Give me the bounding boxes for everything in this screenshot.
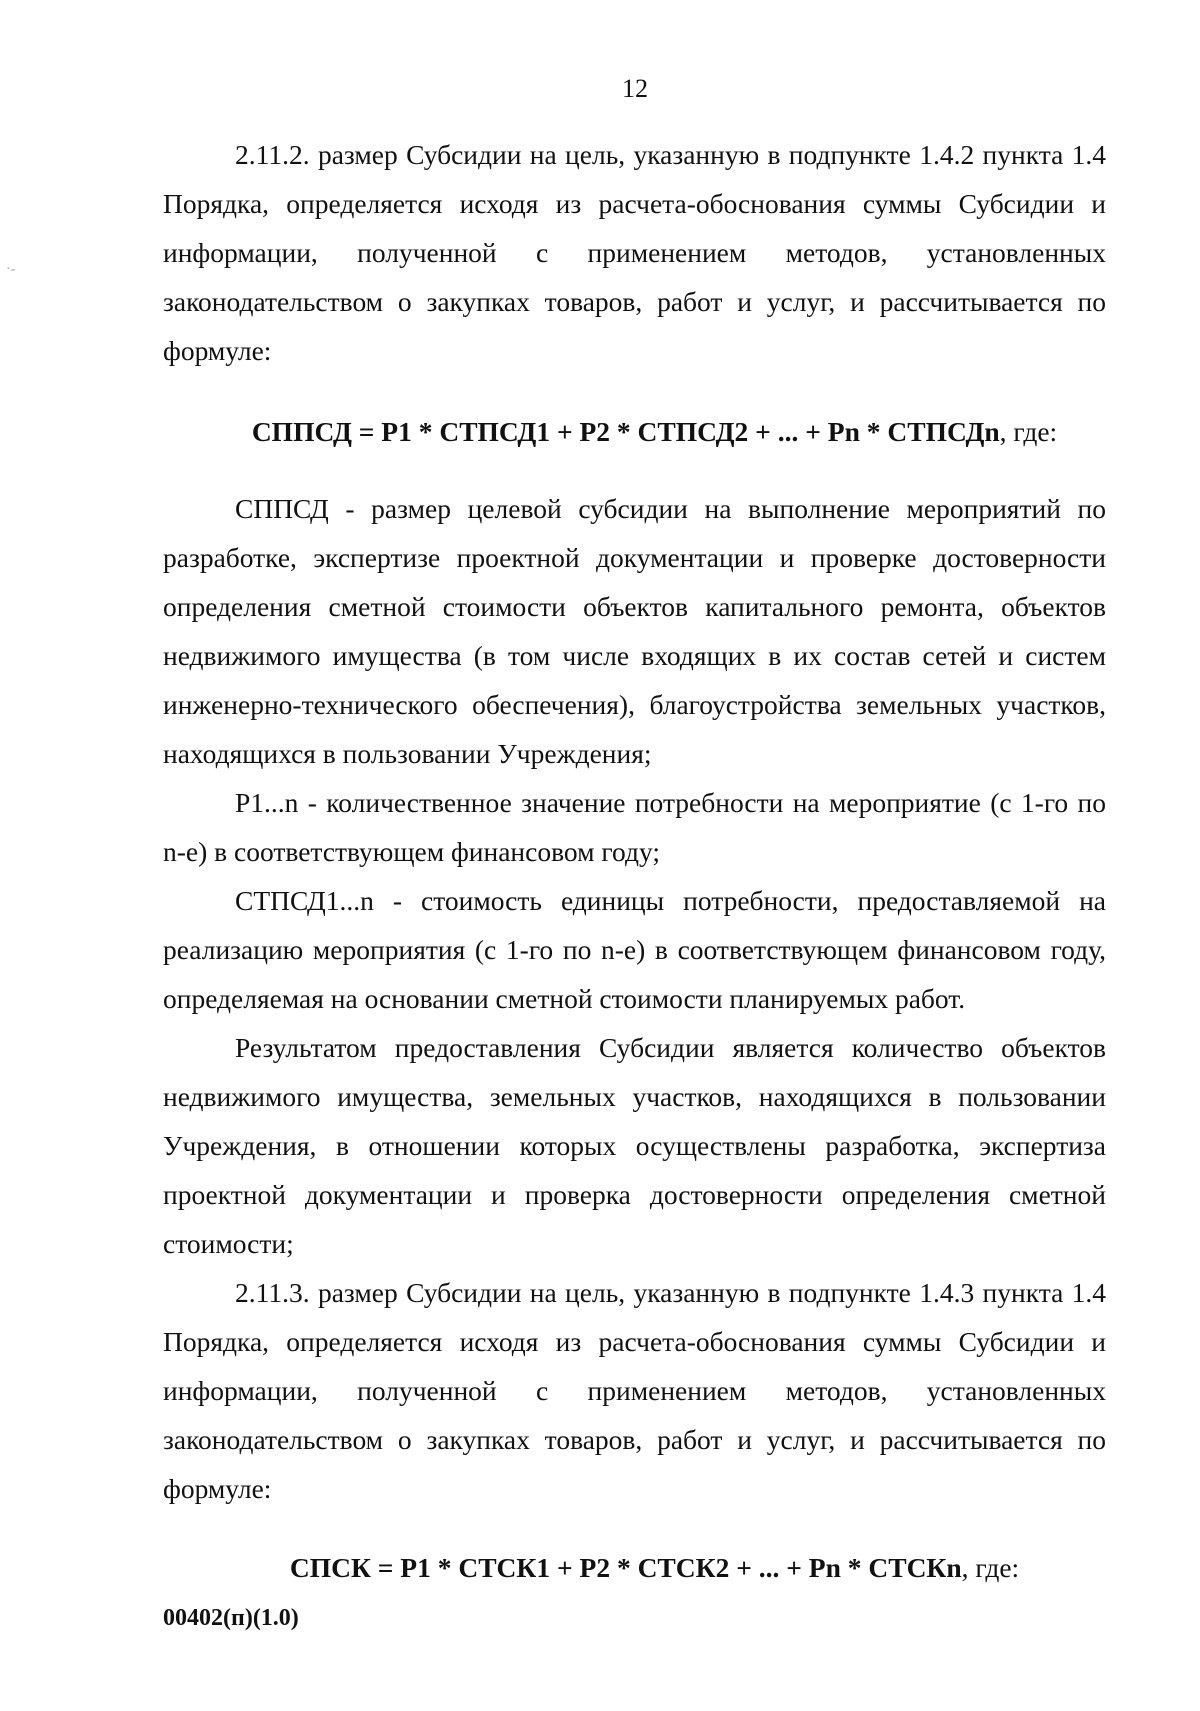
definition-stpsd: СТПСД1...n - стоимость единицы потребности, предоставляемой на реализацию мероприятия (с 1-го по n-е) в соответствующем финансовом году, определяемая на основании сметной стоимости планируемых работ.	[163, 885, 1106, 1014]
formula-sppsd-expression: СППСД = Р1 * СТПСД1 + Р2 * СТПСД2 + ... + Рn * СТПСДn	[251, 416, 1000, 447]
definition-p: Р1...n - количественное значение потребности на мероприятие (с 1-го по n-е) в соответствующем финансовом году;	[163, 787, 1106, 867]
formula-spsk-suffix: , где:	[961, 1552, 1020, 1583]
paragraph-2-11-3-intro: 2.11.3. размер Субсидии на цель, указанную в подпункте 1.4.3 пункта 1.4 Порядка, определяется исходя из расчета-обоснования суммы Субсидии и информации, полученной с применением методов, установленных законодательством о закупках товаров, работ и услуг, и рассчитывается по формуле:	[163, 1277, 1106, 1504]
definition-sppsd: СППСД - размер целевой субсидии на выполнение мероприятий по разработке, экспертизе проектной документации и проверке достоверности определения сметной стоимости объектов капитального ремонта, объектов недвижимого имущества (в том числе входящих в их состав сетей и систем инженерно-технического обеспечения), благоустройства земельных участков, находящихся в пользовании Учреждения;	[163, 493, 1106, 769]
page-number: 12	[622, 74, 648, 103]
paragraph-2-11-2-intro: 2.11.2. размер Субсидии на цель, указанную в подпункте 1.4.2 пункта 1.4 Порядка, определяется исходя из расчета-обоснования суммы Субсидии и информации, полученной с применением методов, установленных законодательством о закупках товаров, работ и услуг, и рассчитывается по формуле:	[163, 139, 1106, 366]
document-code: 00402(п)(1.0)	[163, 1605, 299, 1631]
paragraph-result: Результатом предоставления Субсидии является количество объектов недвижимого имущества, земельных участков, находящихся в пользовании Учреждения, в отношении которых осуществлены разработка, экспертиза проектной документации и проверка достоверности определения сметной стоимости;	[163, 1032, 1106, 1259]
formula-sppsd	[163, 407, 1106, 456]
formula-spsk-expression: СПСК = Р1 * СТСК1 + Р2 * СТСК2 + ... + Рn * СТСКn	[289, 1552, 962, 1583]
formula-spsk	[163, 1543, 1106, 1592]
document-body	[163, 130, 1106, 1592]
formula-sppsd-suffix: , где:	[999, 416, 1058, 447]
scan-speck: ·-	[6, 262, 16, 277]
